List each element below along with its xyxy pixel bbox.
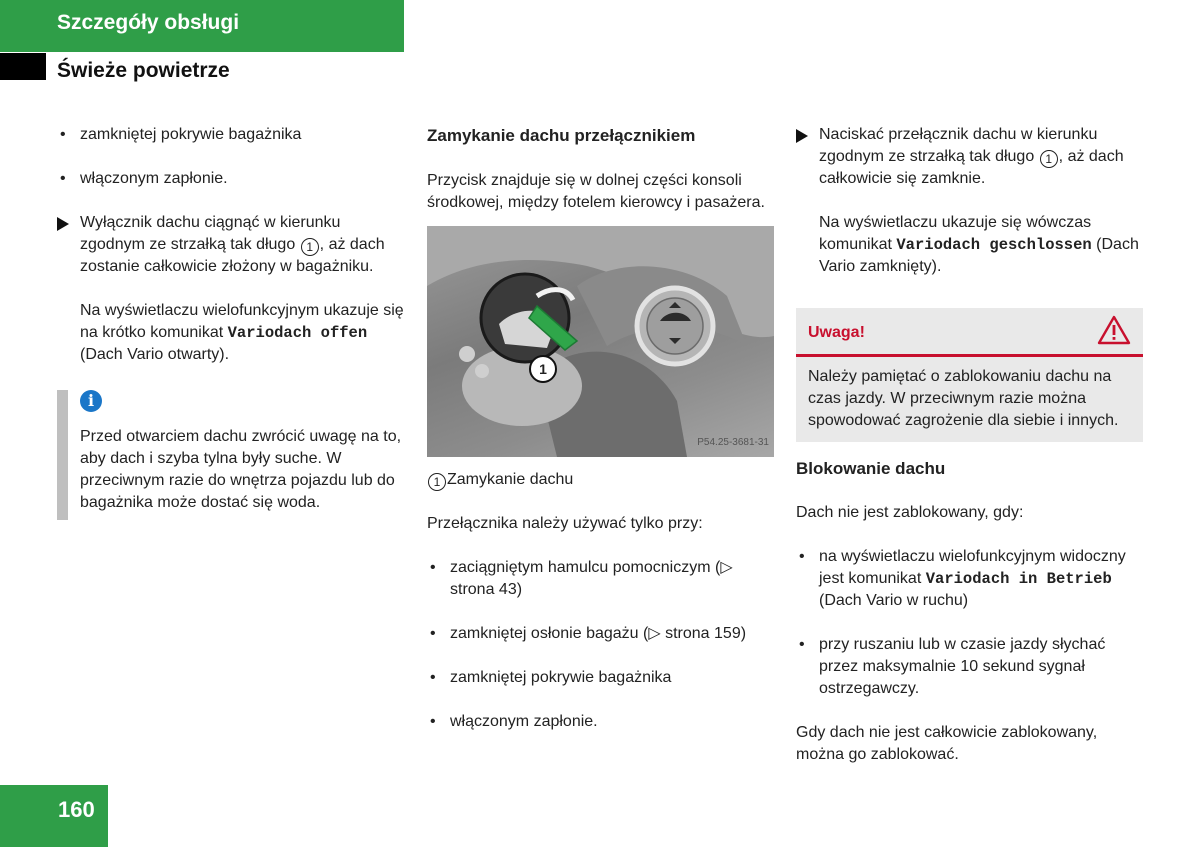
step-arrow-icon xyxy=(57,217,69,231)
list-item: • przy ruszaniu lub w czasie jazdy słychać przez maksymalnie 10 sekund sygnał ostrzegawczy. xyxy=(796,634,1143,700)
photo-callout: 1 xyxy=(539,361,547,377)
info-icon: i xyxy=(80,390,102,412)
display-note: Na wyświetlaczu ukazuje się wówczas komunikat Variodach geschlossen (Dach Vario zamknięty). xyxy=(819,214,1139,275)
warning-title: Uwaga! xyxy=(808,324,865,341)
list-item: • zamkniętej pokrywie bagażnika xyxy=(57,124,405,146)
callout-number: 1 xyxy=(1040,150,1058,168)
section-heading: Zamykanie dachu przełącznikiem xyxy=(427,126,696,145)
display-note: Na wyświetlaczu wielofunkcyjnym ukazuje się na krótko komunikat Variodach offen (Dach Vario otwarty). xyxy=(80,302,404,363)
warning-text: Należy pamiętać o zablokowaniu dachu na czas jazdy. W przeciwnym razie można spowodować zagrożenie dla siebie i innych. xyxy=(808,368,1119,429)
column-middle xyxy=(427,124,774,733)
callout-number: 1 xyxy=(428,473,446,491)
lead-text: Dach nie jest zablokowany, gdy: xyxy=(796,504,1024,521)
callout-number: 1 xyxy=(301,238,319,256)
list-item: • na wyświetlaczu wielofunkcyjnym widoczny jest komunikat Variodach in Betrieb (Dach Vario w ruchu) xyxy=(796,546,1143,612)
figure-caption: 1 Zamykanie dachu xyxy=(427,469,774,491)
page-number-tab xyxy=(0,785,108,847)
subsection-title: Świeże powietrze xyxy=(57,59,230,82)
list-item: • zamkniętej pokrywie bagażnika xyxy=(427,667,774,689)
section-title: Szczegóły obsługi xyxy=(57,11,240,34)
step-arrow-icon xyxy=(796,129,808,143)
page-ref-icon: ▷ xyxy=(648,625,661,642)
section-header xyxy=(0,0,404,52)
warning-box xyxy=(796,308,1143,442)
display-message: Variodach in Betrieb xyxy=(925,570,1112,588)
page-ref-icon: ▷ xyxy=(720,559,733,576)
closing-text: Gdy dach nie jest całkowicie zablokowany, można go zablokować. xyxy=(796,724,1098,763)
display-message: Variodach geschlossen xyxy=(896,236,1092,254)
display-message: Variodach offen xyxy=(227,324,368,342)
list-item: • włączonym zapłonie. xyxy=(57,168,405,190)
roof-switch-illustration xyxy=(427,226,774,457)
warning-header xyxy=(796,308,1143,354)
list-item: • zamkniętej osłonie bagażu (▷ strona 159) xyxy=(427,623,774,645)
warning-triangle-icon xyxy=(1097,315,1131,345)
column-right xyxy=(796,124,1143,766)
instruction-step: Wyłącznik dachu ciągnąć w kierunku zgodnym ze strzałką tak długo 1 , aż dach zostanie całkowicie złożony w bagażniku. xyxy=(57,212,405,278)
info-box xyxy=(57,390,405,514)
list-item: • włączonym zapłonie. xyxy=(427,711,774,733)
intro-text: Przycisk znajduje się w dolnej części konsoli środkowej, między fotelem kierowcy i pasażera. xyxy=(427,172,765,211)
roof-switch-photo xyxy=(427,226,774,457)
info-bar xyxy=(57,390,68,520)
info-text: Przed otwarciem dachu zwrócić uwagę na to, aby dach i szyba tylna były suche. W przeciwnym razie do wnętrza pojazdu lub do bagażnika może dostać się woda. xyxy=(80,428,402,511)
page-number: 160 xyxy=(58,797,95,822)
section-heading: Blokowanie dachu xyxy=(796,459,946,478)
list-item: • zaciągniętym hamulcu pomocniczym (▷ strona 43) xyxy=(427,557,774,601)
photo-reference-code: P54.25-3681-31 xyxy=(697,437,769,448)
lead-text: Przełącznika należy używać tylko przy: xyxy=(427,515,703,532)
section-marker xyxy=(0,53,46,80)
instruction-step: Naciskać przełącznik dachu w kierunku zgodnym ze strzałką tak długo 1 , aż dach całkowicie się zamknie. xyxy=(796,124,1143,190)
column-left xyxy=(57,124,405,514)
